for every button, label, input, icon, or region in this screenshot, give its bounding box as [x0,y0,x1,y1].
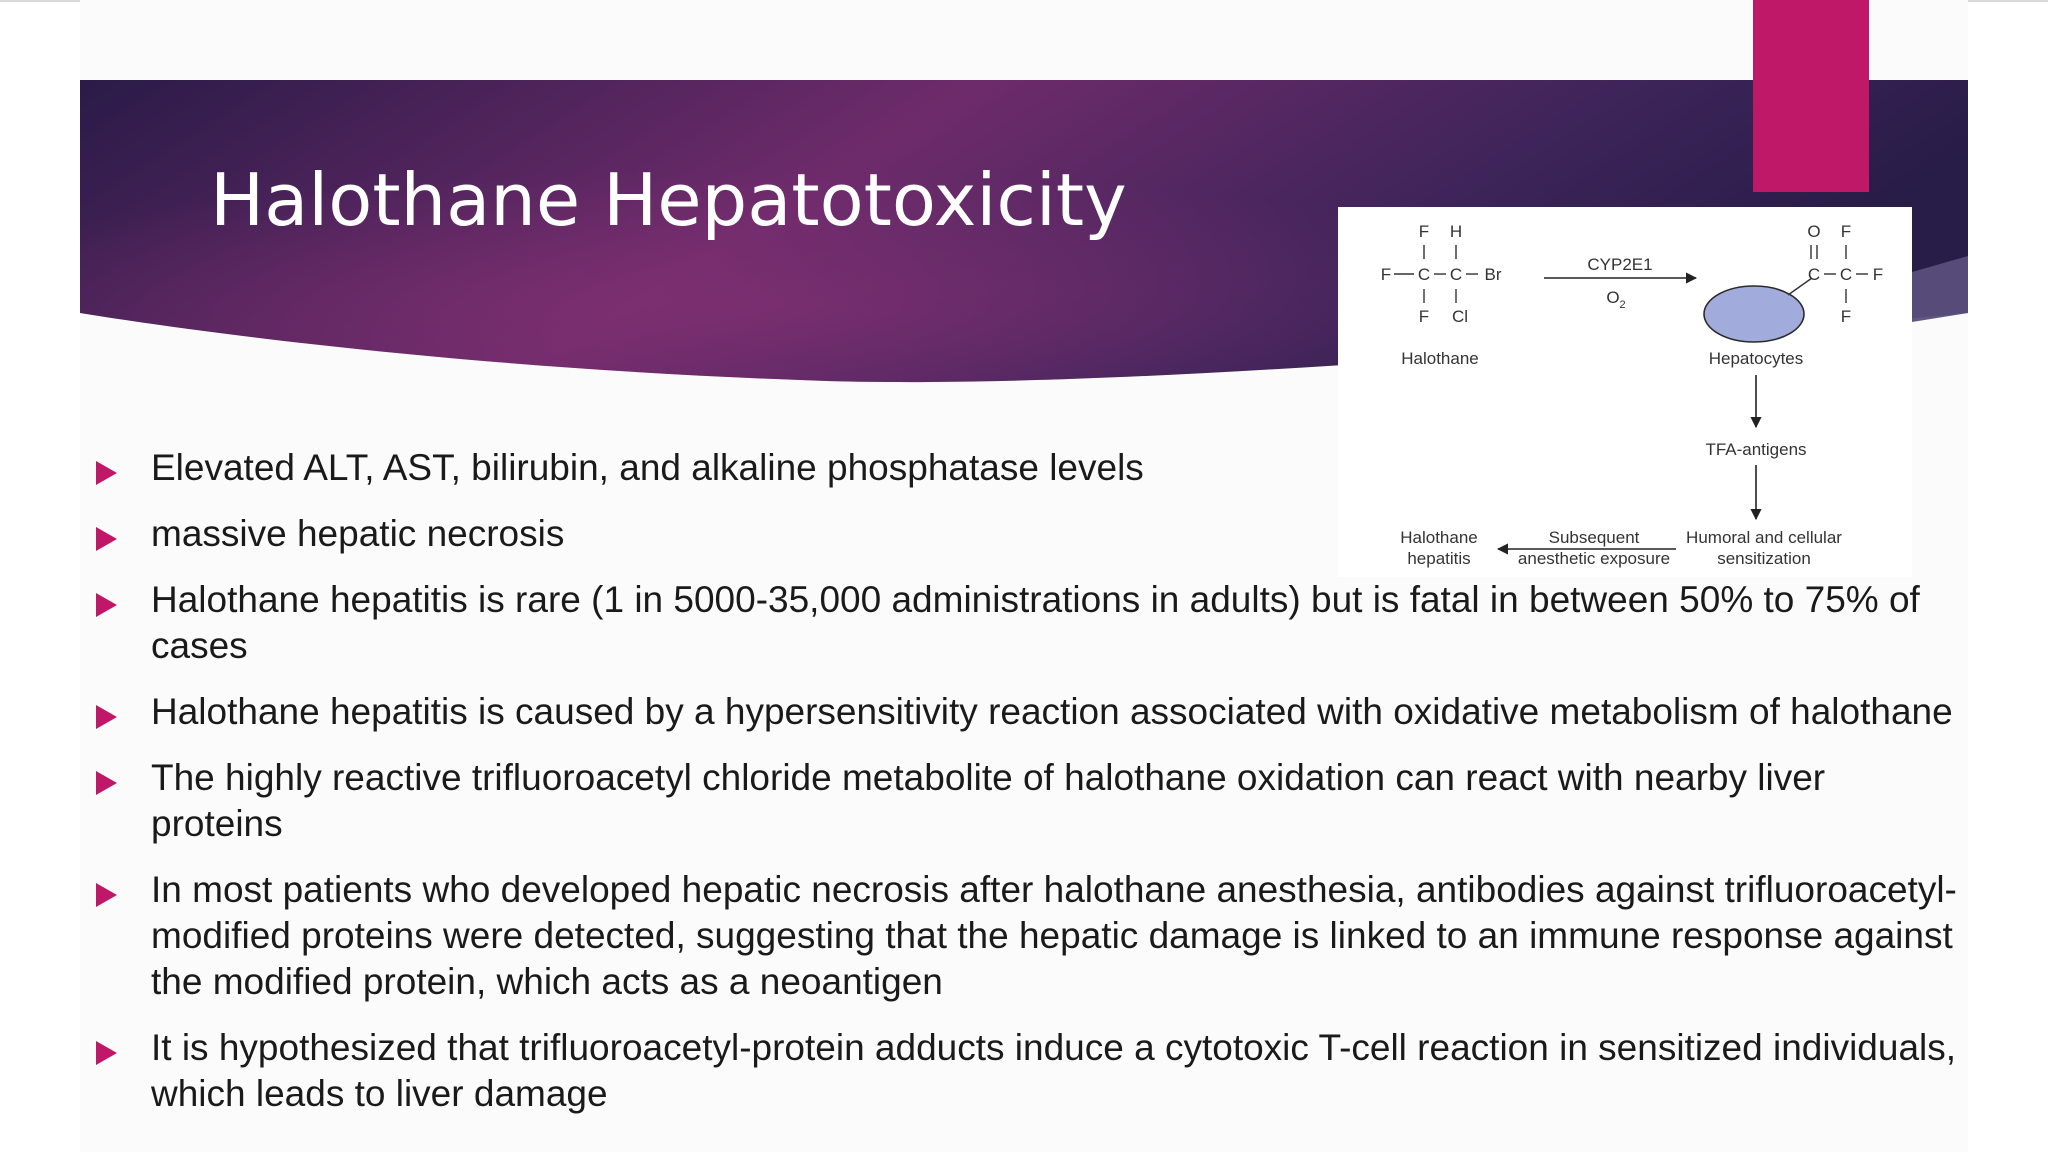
bullet-text: The highly reactive trifluoroacetyl chloride metabolite of halothane oxidation can react with nearby liver proteins [151,757,1826,844]
triangle-bullet-icon [96,593,117,617]
bullet-text: In most patients who developed hepatic necrosis after halothane anesthesia, antibodies against trifluoroacetyl-modified proteins were detected, suggesting that the hepatic damage is linked to an immune response against the modified protein, which acts as a neoantigen [151,869,1957,1002]
sensitization-label: sensitization [1717,549,1811,568]
oxygen-subscript: 2 [1619,299,1626,311]
bullet-item [80,867,1960,1005]
triangle-bullet-icon [96,883,117,907]
halothane-label: Halothane [1401,349,1479,368]
exposure-label: Subsequent [1548,528,1640,547]
triangle-bullet-icon [96,1041,117,1065]
halothane-structure [1381,222,1502,326]
triangle-bullet-icon [96,527,117,551]
triangle-bullet-icon [96,771,117,795]
bullet-text: massive hepatic necrosis [151,513,565,554]
atom-label: H [1449,222,1463,241]
enzyme-label: CYP2E1 [1587,255,1653,274]
atom-label: F [1418,307,1430,326]
triangle-bullet-icon [96,461,117,485]
atom-label: C [1417,265,1431,284]
accent-tab [1753,0,1869,192]
atom-label: F [1872,265,1884,284]
metabolite-structure [1807,222,1883,326]
triangle-bullet-icon [96,705,117,729]
atom-label: F [1840,307,1852,326]
atom-label: Br [1484,265,1502,284]
atom-label: F [1418,222,1430,241]
metabolism-diagram [1338,207,1912,577]
tfa-antigens-label: TFA-antigens [1705,440,1807,459]
bullet-text: It is hypothesized that trifluoroacetyl-protein adducts induce a cytotoxic T-cell reaction in sensitized individuals, which leads to liver damage [151,1027,1957,1114]
hepatitis-label: hepatitis [1407,549,1471,568]
bullet-text: Halothane hepatitis is rare (1 in 5000-35,000 administrations in adults) but is fatal in between 50% to 75% of cases [151,579,1920,666]
atom-label: C [1807,265,1821,284]
atom-label: F [1380,265,1392,284]
atom-label: C [1449,265,1463,284]
slide-title: Halothane Hepatotoxicity [210,158,1127,242]
atom-label: O [1807,222,1821,241]
bullet-item [80,1025,1960,1117]
bullet-text: Elevated ALT, AST, bilirubin, and alkaline phosphatase levels [151,447,1144,488]
bullet-item [80,689,1960,735]
atom-label: Cl [1451,307,1469,326]
bullet-text: Halothane hepatitis is caused by a hypersensitivity reaction associated with oxidative metabolism of halothane [151,691,1953,732]
oxygen-label: $O_2$ [1606,288,1626,311]
bullet-item [80,577,1960,669]
sensitization-label: Humoral and cellular [1686,528,1842,547]
exposure-label: anesthetic exposure [1517,549,1671,568]
hepatocytes-label: Hepatocytes [1708,349,1804,368]
bullet-item [80,755,1960,847]
hepatitis-label: Halothane [1400,528,1478,547]
atom-label: C [1839,265,1853,284]
atom-label: F [1840,222,1852,241]
